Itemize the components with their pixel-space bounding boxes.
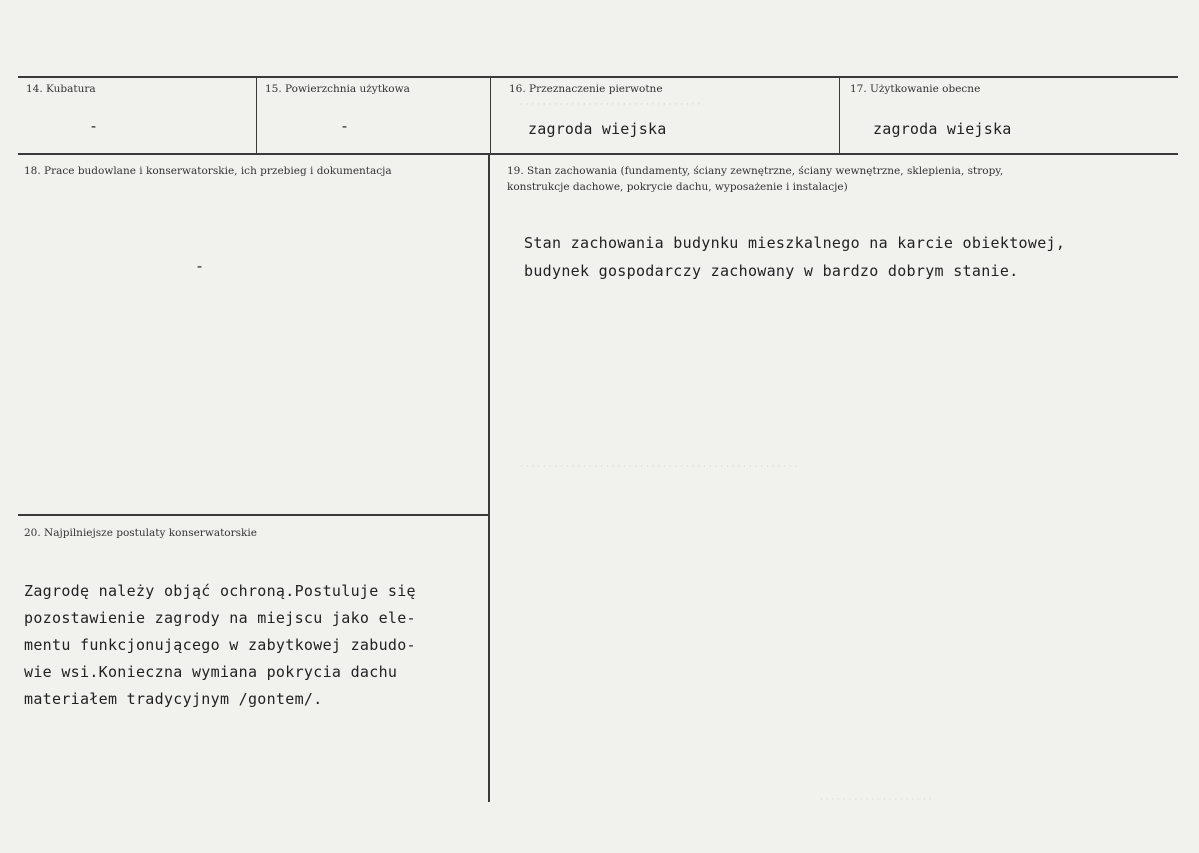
show-through-text: · · · · · · · · · · · · · · · · · · · · · · · · · · · · · · · · <box>520 100 701 110</box>
show-through-text: · · · · · · · · · · · · · · · · · · · · <box>820 795 932 805</box>
field20-line: wie wsi.Konieczna wymiana pokrycia dachu <box>24 663 398 681</box>
field20-line: mentu funkcjonującego w zabytkowej zabudo- <box>24 636 416 654</box>
field15-value: - <box>340 117 350 135</box>
field18-value: - <box>195 257 205 275</box>
field19-label-line1: 19. Stan zachowania (fundamenty, ściany zewnętrzne, ściany wewnętrzne, sklepienia, stropy, <box>507 165 1004 177</box>
divider-14-15 <box>256 77 257 154</box>
divider-15-16 <box>490 77 491 154</box>
field16-value: zagroda wiejska <box>528 120 667 138</box>
field20-text <box>24 578 416 713</box>
field17-value: zagroda wiejska <box>873 120 1012 138</box>
field19-line: Stan zachowania budynku mieszkalnego na karcie obiektowej, <box>524 234 1066 252</box>
field19-line: budynek gospodarczy zachowany w bardzo dobrym stanie. <box>524 262 1019 280</box>
row-divider-rule <box>18 153 1178 155</box>
field15-label: 15. Powierzchnia użytkowa <box>265 83 410 95</box>
field20-line: pozostawienie zagrody na miejscu jako ele- <box>24 609 416 627</box>
field16-label: 16. Przeznaczenie pierwotne <box>509 83 663 95</box>
divider-16-17 <box>839 77 840 154</box>
field20-line: Zagrodę należy objąć ochroną.Postuluje się <box>24 582 416 600</box>
field14-value: - <box>89 117 99 135</box>
field18-label: 18. Prace budowlane i konserwatorskie, ich przebieg i dokumentacja <box>24 165 392 177</box>
show-through-text: · · · · · · · · · · · · · · · · · · · · · · · · · · · · · · · · · · · · · · · · · · · · · · · · · <box>520 462 798 472</box>
divider-main-column <box>488 154 490 802</box>
field20-line: materiałem tradycyjnym /gontem/. <box>24 690 323 708</box>
field19-label-line2: konstrukcje dachowe, pokrycie dachu, wyposażenie i instalacje) <box>507 181 848 193</box>
field17-label: 17. Użytkowanie obecne <box>850 83 981 95</box>
field20-label: 20. Najpilniejsze postulaty konserwatorskie <box>24 527 257 539</box>
field19-text <box>524 229 1065 285</box>
top-rule <box>18 76 1178 78</box>
field20-top-rule <box>18 514 488 516</box>
field14-label: 14. Kubatura <box>26 83 96 95</box>
